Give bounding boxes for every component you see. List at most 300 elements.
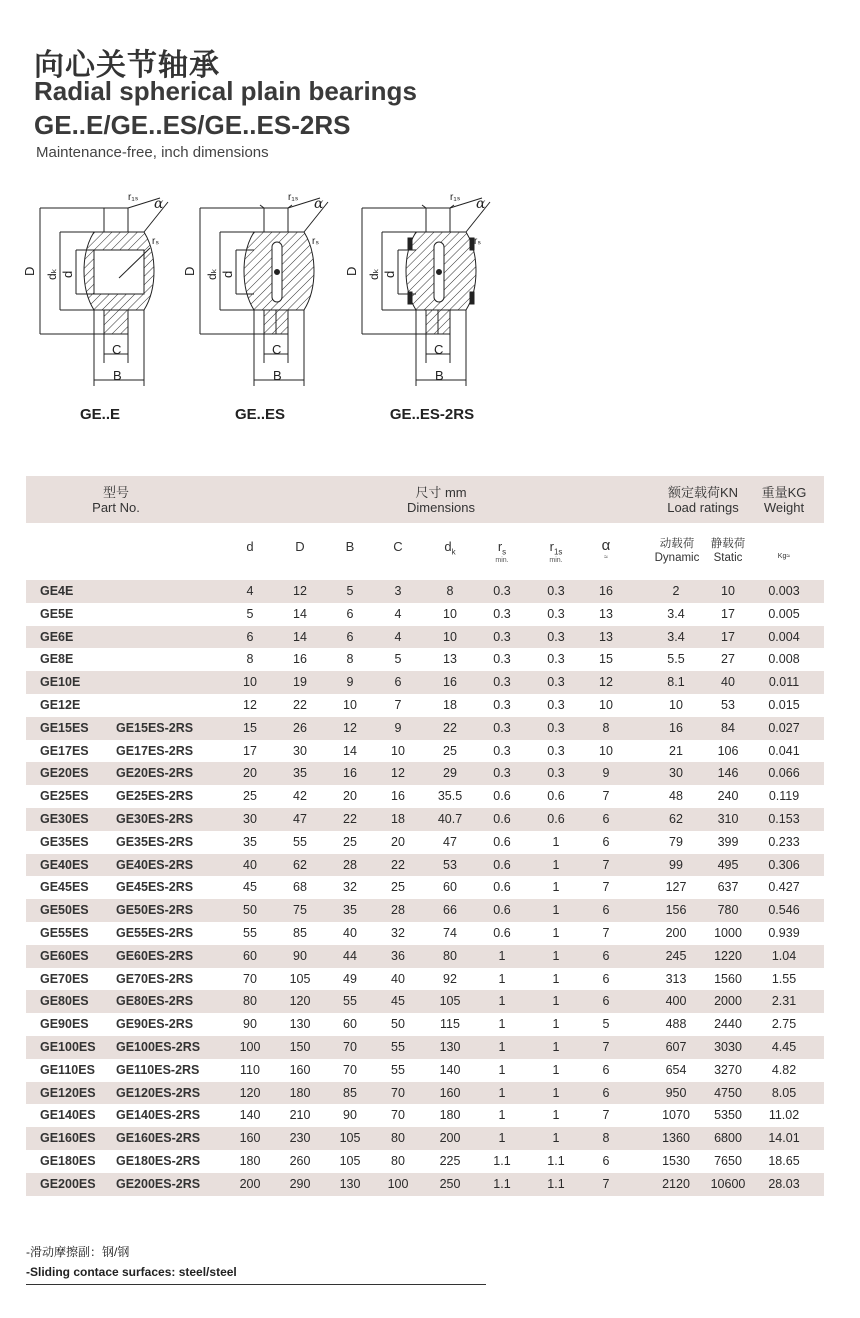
table-row: [26, 626, 824, 649]
table-cell: 1: [498, 1108, 506, 1123]
bearing-spec-table: [26, 476, 824, 1196]
table-cell: 1: [552, 834, 560, 849]
diagram-ge-es: [180, 188, 340, 433]
table-row: [26, 1104, 824, 1127]
table-cell: 28: [391, 903, 405, 918]
table-cell: 60: [243, 948, 257, 963]
table-cell: 10600: [710, 1176, 746, 1191]
table-cell: 16: [443, 675, 457, 690]
table-cell: 5.5: [667, 652, 685, 667]
table-cell: 90: [293, 948, 307, 963]
table-cell: 74: [443, 925, 457, 940]
table-cell: 7: [602, 925, 610, 940]
table-cell: 7: [602, 857, 610, 872]
table-cell: 0.6: [493, 811, 511, 826]
table-cell: 6: [602, 948, 610, 963]
table-row: [26, 1082, 824, 1105]
label-B: B: [435, 368, 444, 383]
table-cell: 0.546: [768, 903, 800, 918]
table-cell: 0.3: [493, 652, 511, 667]
col-dynamic-cn: 动载荷: [659, 538, 695, 550]
table-cell: 14: [293, 606, 307, 621]
table-cell: 84: [721, 720, 735, 735]
table-cell: 7: [602, 880, 610, 895]
table-cell: 8: [446, 584, 454, 598]
table-cell: 225: [439, 1153, 461, 1168]
table-cell: 130: [439, 1039, 461, 1054]
table-cell: 35: [243, 834, 257, 849]
table-cell: GE25ES: [40, 789, 89, 804]
table-cell: 0.003: [768, 584, 800, 598]
table-cell: 66: [443, 903, 457, 918]
label-C: C: [434, 342, 444, 357]
col-dk-sub: k: [451, 547, 456, 557]
header-weight-en: Weight: [763, 500, 805, 515]
table-cell: 21: [669, 743, 683, 758]
table-cell: 28.03: [768, 1176, 800, 1191]
col-dynamic-en: Dynamic: [654, 552, 700, 564]
header-load-cn: 额定载荷KN: [667, 485, 739, 500]
table-cell: 55: [293, 834, 307, 849]
table-cell: 10: [721, 584, 735, 598]
bearing-diagrams: [20, 188, 520, 433]
table-cell: 18.65: [768, 1153, 800, 1168]
table-cell: 1530: [662, 1153, 690, 1168]
table-cell: 15: [599, 652, 613, 667]
table-cell: 7: [602, 1039, 610, 1054]
table-cell: 0.939: [768, 925, 800, 940]
col-r1s: [536, 539, 576, 565]
bearing-diagram-drawing: [342, 188, 502, 398]
table-row: [26, 1059, 824, 1082]
label-D: D: [182, 266, 197, 276]
label-d: d: [382, 270, 397, 278]
table-cell: 29: [443, 766, 457, 781]
table-cell: 47: [293, 811, 307, 826]
table-cell: GE15ES-2RS: [116, 720, 194, 735]
col-dynamic: [648, 537, 706, 565]
table-cell: 260: [289, 1153, 311, 1168]
table-cell: 105: [439, 994, 461, 1009]
table-cell: 1: [552, 948, 560, 963]
table-cell: 7: [394, 697, 402, 712]
col-static: [704, 537, 752, 565]
table-cell: 8.05: [771, 1085, 797, 1100]
table-cell: 1.1: [493, 1153, 511, 1168]
table-cell: GE140ES-2RS: [116, 1108, 201, 1123]
table-cell: 42: [293, 789, 307, 804]
table-row: [26, 922, 824, 945]
table-cell: GE140ES: [40, 1108, 96, 1123]
table-cell: 0.3: [493, 584, 511, 598]
table-cell: 22: [293, 697, 307, 712]
table-cell: GE30ES-2RS: [116, 811, 194, 826]
table-cell: 495: [717, 857, 739, 872]
table-cell: 100: [387, 1176, 409, 1191]
table-cell: 6: [602, 1153, 610, 1168]
table-cell: 50: [391, 1017, 405, 1032]
table-cell: 1: [552, 994, 560, 1009]
table-cell: 22: [391, 857, 405, 872]
table-cell: 1220: [714, 948, 742, 963]
table-cell: 80: [391, 1153, 405, 1168]
label-alpha: α: [476, 196, 486, 212]
table-cell: 10: [443, 629, 457, 644]
table-cell: 1: [552, 1085, 560, 1100]
series-title: GE..E/GE..ES/GE..ES-2RS: [34, 110, 351, 140]
table-cell: 85: [293, 925, 307, 940]
col-alpha-sub: ≈: [604, 554, 608, 561]
col-r1s-min: min.: [549, 556, 563, 564]
table-cell: 16: [599, 584, 613, 598]
table-cell: 1: [552, 1039, 560, 1054]
table-cell: 0.3: [547, 766, 565, 781]
table-cell: 1: [552, 1017, 560, 1032]
table-cell: 9: [394, 720, 402, 735]
table-cell: 60: [443, 880, 457, 895]
table-cell: 6: [346, 629, 354, 644]
table-cell: 100: [239, 1039, 261, 1054]
table-cell: 140: [239, 1108, 261, 1123]
table-cell: 1: [552, 925, 560, 940]
table-cell: 45: [391, 994, 405, 1009]
table-row: [26, 808, 824, 831]
table-cell: GE55ES-2RS: [116, 925, 194, 940]
table-cell: 1360: [662, 1131, 690, 1146]
table-cell: 80: [243, 994, 257, 1009]
table-cell: 1.1: [547, 1153, 565, 1168]
table-cell: 0.041: [768, 743, 800, 758]
table-cell: 2120: [662, 1176, 690, 1191]
table-cell: 10: [243, 675, 257, 690]
table-cell: 55: [391, 1039, 405, 1054]
table-cell: 146: [717, 766, 739, 781]
table-cell: 607: [665, 1039, 687, 1054]
table-cell: 400: [665, 994, 687, 1009]
footnotes: [26, 1243, 237, 1284]
table-cell: 1: [552, 857, 560, 872]
table-cell: 49: [343, 971, 357, 986]
table-cell: 6: [602, 903, 610, 918]
table-cell: 90: [343, 1108, 357, 1123]
table-cell: 0.6: [493, 880, 511, 895]
table-cell: 92: [443, 971, 457, 986]
table-cell: GE110ES: [40, 1062, 95, 1077]
table-cell: 13: [599, 629, 613, 644]
table-cell: 0.3: [493, 629, 511, 644]
table-cell: 0.6: [547, 789, 565, 804]
table-cell: 55: [343, 994, 357, 1009]
table-cell: 0.3: [547, 675, 565, 690]
table-cell: 6800: [714, 1131, 742, 1146]
table-row: [26, 945, 824, 968]
table-row: [26, 785, 824, 808]
table-cell: 0.005: [768, 606, 800, 621]
table-cell: 17: [721, 629, 735, 644]
col-D: D: [295, 539, 305, 554]
table-cell: GE100ES-2RS: [116, 1039, 201, 1054]
table-cell: 36: [391, 948, 405, 963]
table-cell: 780: [717, 903, 739, 918]
table-cell: 0.6: [547, 811, 565, 826]
table-cell: 70: [343, 1039, 357, 1054]
diagram-label: GE..E: [79, 406, 120, 423]
table-cell: 60: [343, 1017, 357, 1032]
col-dk-main: d: [444, 539, 452, 554]
label-rs: rₛ: [152, 236, 160, 247]
table-row: [26, 1173, 824, 1196]
table-cell: 3.4: [667, 629, 685, 644]
table-cell: 16: [669, 720, 683, 735]
table-cell: 75: [293, 903, 307, 918]
table-cell: 240: [717, 789, 739, 804]
table-cell: GE90ES-2RS: [116, 1017, 194, 1032]
table-cell: GE120ES-2RS: [116, 1085, 201, 1100]
table-cell: 140: [439, 1062, 461, 1077]
table-cell: 488: [665, 1017, 687, 1032]
table-cell: 27: [721, 652, 735, 667]
table-cell: 53: [721, 697, 735, 712]
table-cell: 10: [599, 743, 613, 758]
table-row: [26, 648, 824, 671]
header-weight-cn: 重量KG: [761, 485, 807, 500]
table-cell: 0.3: [547, 606, 565, 621]
table-cell: 9: [346, 675, 354, 690]
table-cell: 1.1: [493, 1176, 511, 1191]
table-cell: 8.1: [667, 675, 685, 690]
table-cell: 10: [391, 743, 405, 758]
header-part: [66, 485, 166, 515]
table-cell: 0.6: [493, 789, 511, 804]
table-row: [26, 1013, 824, 1036]
table-cell: 13: [599, 606, 613, 621]
col-static-cn: 静载荷: [710, 538, 746, 550]
table-cell: 160: [239, 1131, 261, 1146]
table-cell: 200: [239, 1176, 261, 1191]
table-cell: 0.027: [768, 720, 800, 735]
table-cell: 1: [552, 1108, 560, 1123]
table-cell: 6: [346, 606, 354, 621]
header-part-en: Part No.: [92, 500, 140, 515]
table-cell: 40: [243, 857, 257, 872]
table-cell: 0.6: [493, 925, 511, 940]
table-cell: 80: [391, 1131, 405, 1146]
header-dimensions: [356, 485, 526, 515]
col-alpha-main: α: [601, 537, 611, 554]
table-cell: 156: [665, 903, 687, 918]
label-r1s: r₁ₛ: [450, 192, 461, 203]
table-cell: 0.3: [547, 697, 565, 712]
table-cell: 90: [243, 1017, 257, 1032]
table-cell: 12: [343, 720, 357, 735]
table-cell: GE35ES: [40, 834, 89, 849]
table-cell: 2: [672, 584, 680, 598]
table-cell: 70: [391, 1085, 405, 1100]
table-cell: 50: [243, 903, 257, 918]
table-row: [26, 831, 824, 854]
table-cell: GE70ES-2RS: [116, 971, 194, 986]
table-cell: GE17ES: [40, 743, 89, 758]
table-cell: 16: [343, 766, 357, 781]
table-cell: 35: [293, 766, 307, 781]
table-cell: 10: [669, 697, 683, 712]
table-cell: GE70ES: [40, 971, 89, 986]
label-rs: rₛ: [474, 236, 482, 247]
table-cell: 1: [498, 1017, 506, 1032]
table-cell: 290: [289, 1176, 311, 1191]
table-cell: 2.31: [771, 994, 797, 1009]
col-rs: [482, 539, 522, 565]
table-cell: 70: [391, 1108, 405, 1123]
table-cell: 5350: [714, 1108, 742, 1123]
table-cell: 28: [343, 857, 357, 872]
table-cell: 3030: [714, 1039, 742, 1054]
table-cell: 70: [343, 1062, 357, 1077]
table-cell: 1: [498, 994, 506, 1009]
table-cell: 0.427: [768, 880, 800, 895]
table-cell: 62: [669, 811, 683, 826]
table-cell: 40: [391, 971, 405, 986]
table-cell: 35.5: [437, 789, 463, 804]
table-cell: 6: [602, 1062, 610, 1077]
table-row: [26, 1127, 824, 1150]
table-cell: 53: [443, 857, 457, 872]
note-cn: -滑动摩擦副：钢/钢: [26, 1245, 130, 1259]
table-cell: GE25ES-2RS: [116, 789, 194, 804]
table-cell: 120: [289, 994, 311, 1009]
table-cell: GE45ES-2RS: [116, 880, 194, 895]
table-cell: GE50ES: [40, 903, 89, 918]
table-cell: GE180ES: [40, 1153, 96, 1168]
table-cell: 4.45: [771, 1039, 797, 1054]
table-cell: 12: [243, 697, 257, 712]
table-cell: 0.004: [768, 629, 800, 644]
table-cell: 0.011: [768, 675, 800, 690]
label-C: C: [112, 342, 122, 357]
table-row: [26, 968, 824, 991]
table-cell: 48: [669, 789, 683, 804]
table-cell: 180: [439, 1108, 461, 1123]
table-cell: GE110ES-2RS: [116, 1062, 200, 1077]
table-cell: GE20ES-2RS: [116, 766, 194, 781]
label-rs: rₛ: [312, 236, 320, 247]
table-cell: 14: [293, 629, 307, 644]
table-cell: 1: [552, 1062, 560, 1077]
table-cell: 150: [289, 1039, 311, 1054]
table-cell: 4: [394, 629, 402, 644]
table-cell: 30: [243, 811, 257, 826]
table-cell: 19: [293, 675, 307, 690]
table-cell: 7: [602, 1176, 610, 1191]
table-cell: 115: [440, 1017, 460, 1032]
table-cell: 0.3: [493, 697, 511, 712]
table-cell: 20: [243, 766, 257, 781]
table-cell: 35: [343, 903, 357, 918]
table-cell: 4750: [714, 1085, 742, 1100]
table-cell: 105: [289, 971, 311, 986]
table-cell: 160: [289, 1062, 311, 1077]
table-cell: 9: [602, 766, 610, 781]
table-cell: 1: [498, 1085, 506, 1100]
table-cell: 0.6: [493, 903, 511, 918]
table-cell: 1: [498, 1039, 506, 1054]
table-cell: GE8E: [40, 652, 74, 667]
table-row: [26, 694, 824, 717]
label-d: d: [220, 270, 235, 278]
table-cell: GE12E: [40, 697, 81, 712]
table-cell: 2000: [714, 994, 742, 1009]
table-cell: 32: [391, 925, 405, 940]
table-cell: 11.02: [768, 1108, 800, 1123]
table-cell: GE35ES-2RS: [116, 834, 194, 849]
footer-divider: [26, 1284, 486, 1285]
table-cell: GE80ES: [40, 994, 89, 1009]
table-cell: 950: [665, 1085, 687, 1100]
table-cell: GE40ES-2RS: [116, 857, 194, 872]
table-cell: 55: [391, 1062, 405, 1077]
table-cell: 8: [246, 652, 254, 667]
table-cell: 0.3: [547, 652, 565, 667]
table-cell: GE4E: [40, 584, 74, 598]
table-cell: 180: [289, 1085, 311, 1100]
table-cell: 14: [343, 743, 357, 758]
table-cell: 12: [599, 675, 613, 690]
table-cell: 210: [289, 1108, 311, 1123]
table-row: [26, 899, 824, 922]
label-D: D: [22, 266, 37, 276]
table-cell: GE160ES: [40, 1131, 96, 1146]
header-weight: [752, 485, 816, 515]
table-body: [26, 580, 824, 1196]
table-cell: 6: [394, 675, 402, 690]
table-cell: GE120ES: [40, 1085, 96, 1100]
table-cell: 62: [293, 857, 307, 872]
table-cell: GE40ES: [40, 857, 89, 872]
table-row: [26, 854, 824, 877]
table-subheader: [26, 523, 824, 580]
table-cell: 12: [391, 766, 405, 781]
table-cell: 1.55: [771, 971, 797, 986]
table-cell: 30: [293, 743, 307, 758]
table-cell: 313: [665, 971, 687, 986]
table-cell: 6: [602, 994, 610, 1009]
table-cell: 1: [498, 948, 506, 963]
table-cell: 0.306: [768, 857, 800, 872]
table-cell: 6: [602, 811, 610, 826]
table-cell: 1: [498, 1062, 506, 1077]
table-cell: 40.7: [437, 811, 463, 826]
table-cell: 130: [339, 1176, 361, 1191]
diagram-label: GE..ES-2RS: [389, 406, 475, 423]
table-cell: 245: [665, 948, 687, 963]
table-cell: 3.4: [667, 606, 685, 621]
table-cell: 1.1: [547, 1176, 565, 1191]
table-cell: 32: [343, 880, 357, 895]
table-cell: 8: [602, 720, 610, 735]
table-cell: 22: [343, 811, 357, 826]
table-cell: 20: [391, 834, 405, 849]
diagram-ge-es-2rs: [342, 188, 502, 433]
table-cell: 8: [346, 652, 354, 667]
header-load: [648, 485, 758, 515]
table-cell: 10: [443, 606, 457, 621]
table-cell: 105: [339, 1131, 361, 1146]
table-cell: GE15ES: [40, 720, 89, 735]
note-en: -Sliding contace surfaces: steel/steel: [26, 1265, 237, 1279]
table-header: [26, 476, 824, 523]
table-cell: 25: [243, 789, 257, 804]
table-cell: 250: [439, 1176, 461, 1191]
